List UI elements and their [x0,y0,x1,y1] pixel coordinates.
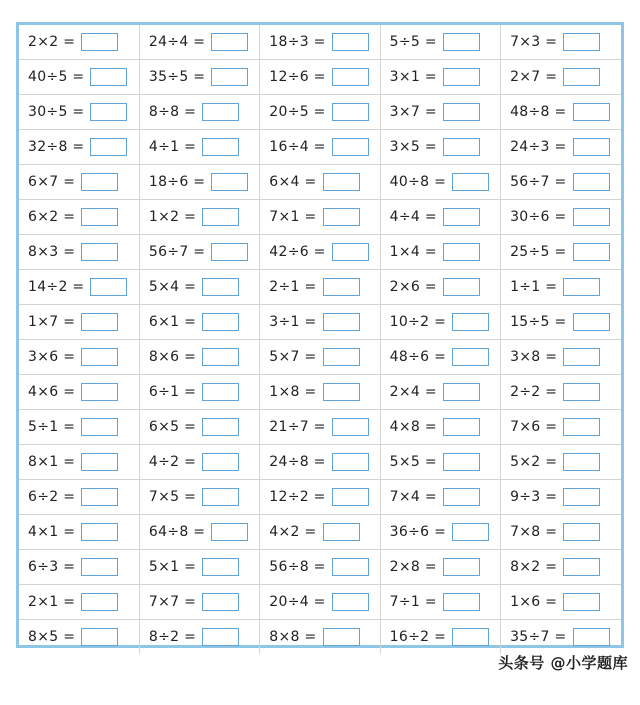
answer-box[interactable] [443,68,480,86]
answer-box[interactable] [573,103,610,121]
problem-expression: 7×3 = [510,34,558,50]
problem-cell [501,410,621,445]
problem-expression: 3÷1 = [269,314,317,330]
answer-box[interactable] [202,453,239,471]
problem-cell [260,480,380,515]
problem-cell [380,235,500,270]
problem-row [19,410,621,445]
problem-cell [139,550,259,585]
problem-cell [380,410,500,445]
problem-expression: 3×6 = [28,349,76,365]
problem-cell [501,515,621,550]
problem-cell [501,480,621,515]
problem-expression: 48÷8 = [510,104,567,120]
problem-cell [501,130,621,165]
problem-expression: 6×1 = [148,314,197,330]
problem-expression: 7÷1 = [389,594,437,610]
problem-expression: 6×4 = [269,174,317,190]
problem-row [19,130,621,165]
answer-box[interactable] [563,348,600,366]
answer-box[interactable] [81,558,118,576]
answer-box[interactable] [81,208,118,226]
problem-cell [260,445,380,480]
problem-expression: 5÷5 = [389,34,437,50]
problem-cell [380,375,500,410]
answer-box[interactable] [563,33,600,51]
problem-expression: 10÷2 = [389,314,447,330]
problem-cell [260,270,380,305]
problem-expression: 4×2 = [269,524,317,540]
problem-expression: 56÷7 = [510,174,567,190]
problem-expression: 64÷8 = [148,524,206,540]
problem-expression: 7×5 = [148,489,197,505]
answer-box[interactable] [202,558,239,576]
problem-cell [19,165,139,200]
problem-row [19,445,621,480]
problem-cell [139,25,259,60]
answer-box[interactable] [323,523,360,541]
answer-box[interactable] [211,173,248,191]
problem-expression: 18÷6 = [148,174,206,190]
problem-cell [380,25,500,60]
problem-cell [501,235,621,270]
problem-cell [19,550,139,585]
answer-box[interactable] [90,138,127,156]
problem-expression: 3×8 = [510,349,558,365]
answer-box[interactable] [211,243,248,261]
answer-box[interactable] [563,593,600,611]
answer-box[interactable] [202,418,239,436]
answer-box[interactable] [211,523,248,541]
problem-expression: 6÷3 = [28,559,76,575]
answer-box[interactable] [563,278,600,296]
problem-row [19,95,621,130]
problem-expression: 4÷4 = [389,209,437,225]
answer-box[interactable] [90,103,127,121]
answer-box[interactable] [563,383,600,401]
problem-expression: 48÷6 = [389,349,447,365]
answer-box[interactable] [332,453,369,471]
problem-cell [380,620,500,655]
problem-expression: 32÷8 = [28,139,85,155]
problem-expression: 42÷6 = [269,244,326,260]
answer-box[interactable] [81,243,118,261]
problem-expression: 20÷5 = [269,104,326,120]
answer-box[interactable] [563,418,600,436]
answer-box[interactable] [573,313,610,331]
problem-cell [19,480,139,515]
problem-cell [19,130,139,165]
problem-row [19,375,621,410]
answer-box[interactable] [202,628,239,646]
problem-expression: 6×7 = [28,174,76,190]
problem-expression: 4×1 = [28,524,76,540]
problem-cell [139,445,259,480]
problem-cell [380,270,500,305]
problem-row [19,620,621,655]
answer-box[interactable] [90,278,127,296]
problem-cell [139,270,259,305]
answer-box[interactable] [443,208,480,226]
answer-box[interactable] [443,558,480,576]
answer-box[interactable] [573,173,610,191]
watermark: 头条号 @小学题库 [498,654,628,672]
answer-box[interactable] [563,453,600,471]
answer-box[interactable] [323,628,360,646]
problem-cell [260,235,380,270]
problem-cell [380,95,500,130]
problem-expression: 8÷8 = [148,104,197,120]
problem-expression: 15÷5 = [510,314,567,330]
problem-cell [260,25,380,60]
answer-box[interactable] [323,173,360,191]
answer-box[interactable] [332,488,369,506]
problem-expression: 20÷4 = [269,594,326,610]
problem-expression: 30÷5 = [28,104,85,120]
answer-box[interactable] [332,33,369,51]
problem-expression: 56÷7 = [148,244,206,260]
problem-cell [260,95,380,130]
answer-box[interactable] [202,278,239,296]
answer-box[interactable] [81,173,118,191]
problem-expression: 3×5 = [389,139,437,155]
problem-expression: 4÷1 = [148,139,197,155]
problem-expression: 1×4 = [389,244,437,260]
answer-box[interactable] [452,348,489,366]
answer-box[interactable] [452,523,489,541]
problem-cell [139,585,259,620]
problem-cell [260,375,380,410]
problem-expression: 5×7 = [269,349,317,365]
problem-expression: 1×8 = [269,384,317,400]
answer-box[interactable] [332,103,369,121]
answer-box[interactable] [202,488,239,506]
problem-expression: 5×2 = [510,454,558,470]
problem-cell [501,270,621,305]
answer-box[interactable] [332,418,369,436]
problem-cell [501,200,621,235]
answer-box[interactable] [573,243,610,261]
problem-expression: 56÷8 = [269,559,326,575]
problem-cell [19,620,139,655]
problem-cell [19,515,139,550]
answer-box[interactable] [211,68,248,86]
problem-expression: 8×5 = [28,629,76,645]
problem-expression: 25÷5 = [510,244,567,260]
problem-expression: 5÷1 = [28,419,76,435]
problem-cell [139,410,259,445]
problem-cell [501,585,621,620]
problem-cell [260,585,380,620]
answer-box[interactable] [90,68,127,86]
problem-expression: 5×1 = [148,559,197,575]
problem-cell [19,95,139,130]
answer-box[interactable] [332,558,369,576]
problem-cell [260,410,380,445]
answer-box[interactable] [443,103,480,121]
problem-cell [380,130,500,165]
problem-expression: 2×6 = [389,279,437,295]
problem-cell [501,445,621,480]
problem-expression: 8×3 = [28,244,76,260]
problem-expression: 24÷8 = [269,454,326,470]
problem-cell [139,375,259,410]
problem-cell [260,60,380,95]
problem-cell [260,200,380,235]
problem-expression: 2×1 = [28,594,76,610]
problem-cell [260,130,380,165]
answer-box[interactable] [563,523,600,541]
answer-box[interactable] [563,488,600,506]
problem-expression: 7×8 = [510,524,558,540]
problem-cell [139,340,259,375]
problem-cell [19,270,139,305]
problem-cell [139,200,259,235]
answer-box[interactable] [202,313,239,331]
answer-box[interactable] [202,138,239,156]
problem-cell [19,410,139,445]
problem-row [19,340,621,375]
problem-expression: 3×1 = [389,69,437,85]
problem-cell [501,340,621,375]
answer-box[interactable] [202,348,239,366]
problem-cell [380,305,500,340]
answer-box[interactable] [563,558,600,576]
problem-cell [380,515,500,550]
answer-box[interactable] [202,208,239,226]
problem-expression: 7×1 = [269,209,317,225]
problem-expression: 4÷2 = [148,454,197,470]
problem-cell [380,445,500,480]
problem-row [19,25,621,60]
problem-expression: 40÷8 = [389,174,447,190]
problem-cell [501,25,621,60]
answer-box[interactable] [443,488,480,506]
problem-expression: 8×1 = [28,454,76,470]
problem-expression: 4×8 = [389,419,437,435]
problem-expression: 6×5 = [148,419,197,435]
problem-cell [139,620,259,655]
answer-box[interactable] [211,33,248,51]
problem-cell [501,620,621,655]
answer-box[interactable] [443,33,480,51]
problem-cell [380,340,500,375]
problem-expression: 24÷3 = [510,139,567,155]
problem-cell [139,95,259,130]
answer-box[interactable] [443,453,480,471]
problem-cell [380,200,500,235]
problem-row [19,515,621,550]
answer-box[interactable] [81,418,118,436]
problem-cell [260,305,380,340]
problem-expression: 1÷1 = [510,279,558,295]
problem-expression: 5×4 = [148,279,197,295]
answer-box[interactable] [452,173,489,191]
problem-expression: 40÷5 = [28,69,85,85]
problem-cell [380,480,500,515]
problem-cell [260,515,380,550]
answer-box[interactable] [81,33,118,51]
answer-box[interactable] [81,523,118,541]
problem-expression: 30÷6 = [510,209,567,225]
problem-row [19,200,621,235]
problem-cell [19,375,139,410]
problem-expression: 7×6 = [510,419,558,435]
answer-box[interactable] [443,593,480,611]
problem-cell [260,620,380,655]
problem-expression: 6÷1 = [148,384,197,400]
answer-box[interactable] [81,593,118,611]
answer-box[interactable] [323,313,360,331]
problem-expression: 14÷2 = [28,279,85,295]
problem-expression: 21÷7 = [269,419,326,435]
problem-expression: 8×6 = [148,349,197,365]
problem-cell [19,445,139,480]
problem-expression: 2×7 = [510,69,558,85]
answer-box[interactable] [443,138,480,156]
problem-cell [380,165,500,200]
problem-expression: 8÷2 = [148,629,197,645]
answer-box[interactable] [81,628,118,646]
problem-expression: 2×4 = [389,384,437,400]
problem-cell [139,480,259,515]
problem-expression: 16÷2 = [389,629,447,645]
problem-cell [19,60,139,95]
problem-cell [139,130,259,165]
answer-box[interactable] [81,488,118,506]
problem-cell [19,305,139,340]
problem-cell [260,165,380,200]
problem-expression: 7×7 = [148,594,197,610]
problem-cell [139,515,259,550]
problem-expression: 12÷6 = [269,69,326,85]
problem-cell [501,165,621,200]
problem-cell [139,235,259,270]
problem-expression: 8×2 = [510,559,558,575]
answer-box[interactable] [332,593,369,611]
problem-expression: 1×6 = [510,594,558,610]
worksheet-frame [16,22,624,648]
problem-cell [380,550,500,585]
problem-expression: 2÷2 = [510,384,558,400]
answer-box[interactable] [323,278,360,296]
problem-cell [501,60,621,95]
problem-expression: 1×2 = [148,209,197,225]
problem-row [19,550,621,585]
answer-box[interactable] [202,103,239,121]
answer-box[interactable] [443,383,480,401]
problem-expression: 12÷2 = [269,489,326,505]
problem-cell [380,585,500,620]
problem-cell [380,60,500,95]
answer-box[interactable] [573,138,610,156]
answer-box[interactable] [573,208,610,226]
answer-box[interactable] [202,593,239,611]
problem-row [19,480,621,515]
problem-cell [139,165,259,200]
problem-expression: 24÷4 = [148,34,206,50]
answer-box[interactable] [323,208,360,226]
problem-row [19,60,621,95]
problem-cell [19,25,139,60]
problem-cell [19,340,139,375]
problem-expression: 8×8 = [269,629,317,645]
answer-box[interactable] [81,348,118,366]
answer-box[interactable] [452,628,489,646]
problem-expression: 35÷7 = [510,629,567,645]
answer-box[interactable] [573,628,610,646]
problem-expression: 2×2 = [28,34,76,50]
problem-cell [139,305,259,340]
problem-cell [501,95,621,130]
answer-box[interactable] [332,138,369,156]
answer-box[interactable] [202,383,239,401]
answer-box[interactable] [452,313,489,331]
problem-expression: 2÷1 = [269,279,317,295]
problem-expression: 16÷4 = [269,139,326,155]
problem-cell [19,585,139,620]
answer-box[interactable] [81,383,118,401]
problem-expression: 35÷5 = [148,69,206,85]
problem-cell [139,60,259,95]
answer-box[interactable] [81,313,118,331]
problem-expression: 3×7 = [389,104,437,120]
problem-cell [501,550,621,585]
problem-row [19,270,621,305]
answer-box[interactable] [323,383,360,401]
answer-box[interactable] [332,243,369,261]
problem-grid [19,25,621,654]
problem-row [19,305,621,340]
problem-expression: 6×2 = [28,209,76,225]
problem-expression: 2×8 = [389,559,437,575]
problem-expression: 9÷3 = [510,489,558,505]
answer-box[interactable] [563,68,600,86]
problem-cell [19,235,139,270]
answer-box[interactable] [443,278,480,296]
answer-box[interactable] [81,453,118,471]
problem-row [19,585,621,620]
problem-expression: 6÷2 = [28,489,76,505]
problem-expression: 36÷6 = [389,524,447,540]
problem-cell [260,340,380,375]
problem-cell [19,200,139,235]
answer-box[interactable] [443,243,480,261]
problem-expression: 1×7 = [28,314,76,330]
answer-box[interactable] [332,68,369,86]
problem-row [19,235,621,270]
problem-row [19,165,621,200]
answer-box[interactable] [323,348,360,366]
problem-expression: 4×6 = [28,384,76,400]
problem-expression: 18÷3 = [269,34,326,50]
answer-box[interactable] [443,418,480,436]
problem-cell [501,305,621,340]
problem-expression: 7×4 = [389,489,437,505]
problem-cell [260,550,380,585]
problem-expression: 5×5 = [389,454,437,470]
problem-cell [501,375,621,410]
